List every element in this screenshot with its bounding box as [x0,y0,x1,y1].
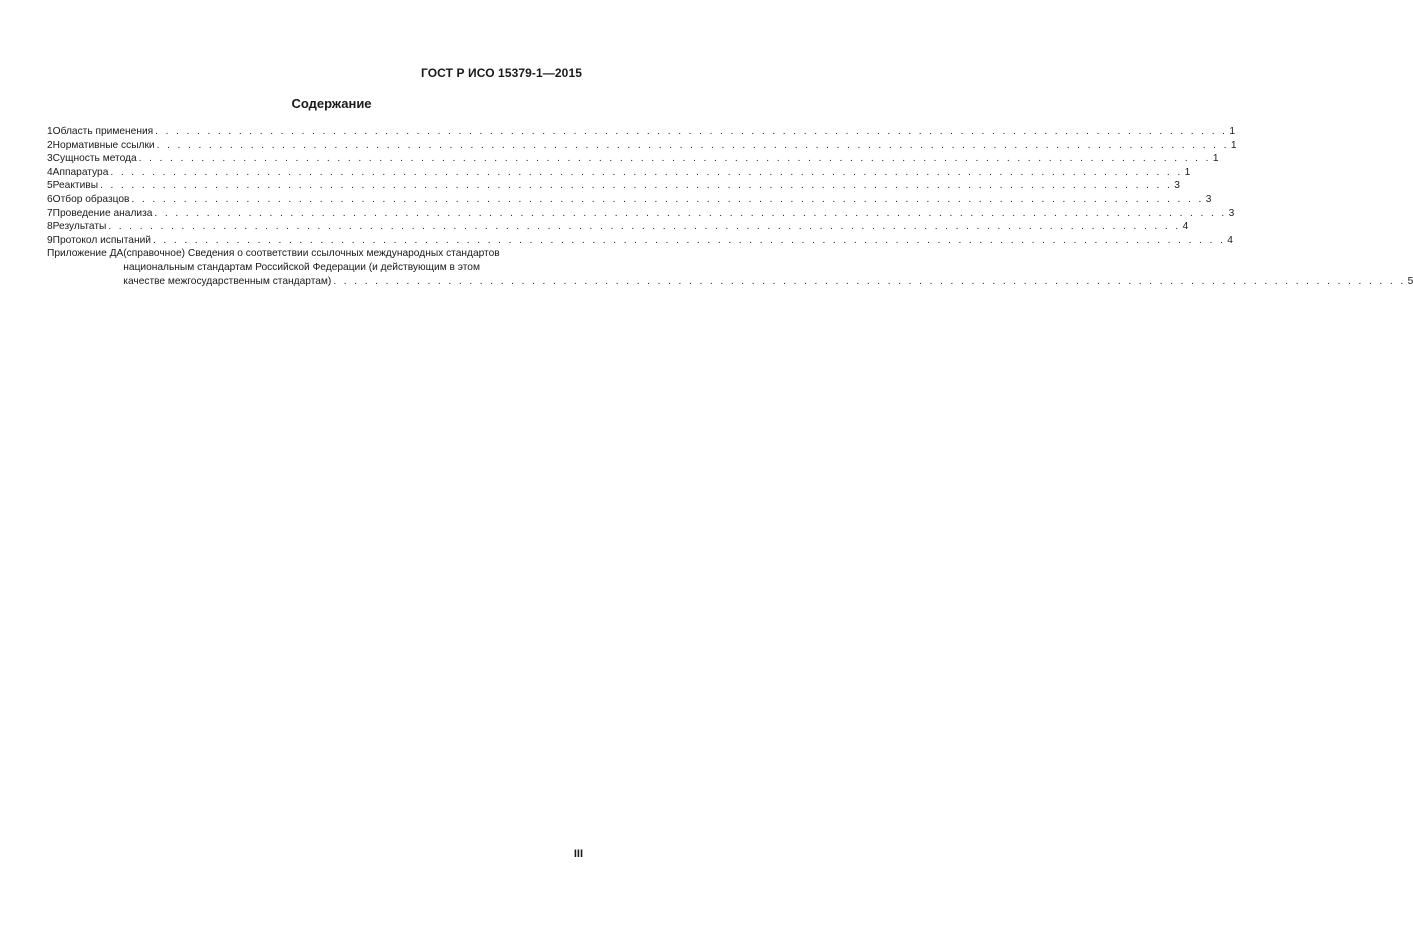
toc-entry-number: 6 [47,193,53,205]
toc-entry-number: 8 [47,221,53,233]
toc-leader-dots [153,234,1225,248]
toc-leader-dots [154,207,1226,221]
toc-entry-label: Нормативные ссылки [52,139,155,151]
toc-entry-page: 3 [1228,207,1235,219]
document-code: ГОСТ Р ИСО 15379-1—2015 [420,66,582,80]
toc-entry-2[interactable] [47,139,1237,153]
toc-entry-9[interactable] [47,234,1233,248]
toc-leader-dots [333,275,1405,289]
toc-entry-label: Реактивы [52,180,99,192]
table-of-contents [47,125,1413,288]
toc-entry-page: 4 [1227,234,1233,246]
toc-entry-number: 5 [47,180,53,192]
toc-leader-dots [139,152,1211,166]
toc-entry-4[interactable] [47,166,1191,180]
toc-leader-dots [110,166,1182,180]
appendix-line-1: (справочное) Сведения о соответствии ссылочных международных стандартов [123,248,500,260]
toc-entry-number: 4 [47,166,53,178]
toc-entry-page: 3 [1205,193,1212,205]
toc-leader-dots [100,179,1172,193]
toc-entry-number: 3 [47,153,53,165]
toc-entry-5[interactable] [47,179,1180,193]
page-number: III [573,848,583,860]
toc-entry-number: 7 [47,207,53,219]
toc-leader-dots [108,220,1180,234]
toc-entry-page: 1 [1212,153,1219,165]
toc-leader-dots [155,125,1227,139]
toc-entry-6[interactable] [47,193,1212,207]
toc-entry-page: 1 [1229,126,1236,137]
toc-entry-number: 1 [47,126,53,137]
toc-entry-page: 5 [1407,275,1413,287]
toc-entry-8[interactable] [47,220,1189,234]
appendix-body [123,247,1413,288]
toc-entry-label: Аппаратура [52,166,109,178]
toc-entry-label: Результаты [52,221,107,233]
toc-entry-page: 1 [1230,139,1237,151]
toc-entry-label: Сущность метода [52,153,137,165]
appendix-line-3: качестве межгосударственным стандартам) [123,275,332,287]
toc-entry-1[interactable] [47,125,1236,139]
toc-entry-label: Отбор образцов [52,193,130,205]
toc-entry-label: Протокол испытаний [52,234,151,246]
appendix-line-2: национальным стандартам Российской Федерации (и действующим в этом [123,261,480,273]
toc-entry-page: 3 [1174,180,1180,192]
toc-entry-appendix[interactable] [47,247,1413,288]
toc-entry-7[interactable] [47,207,1235,221]
toc-entry-label: Проведение анализа [52,207,153,219]
toc-entry-page: 4 [1182,221,1189,233]
toc-entry-number: 2 [47,139,53,151]
toc-leader-dots [157,139,1229,153]
toc-entry-page: 1 [1184,166,1191,178]
toc-entry-3[interactable] [47,152,1219,166]
toc-entry-label: Область применения [52,126,154,137]
toc-title: Содержание [291,96,372,111]
toc-entry-number: 9 [47,234,53,246]
appendix-prefix: Приложение ДА [47,248,124,260]
toc-leader-dots [131,193,1203,207]
appendix-line-3-row [123,275,1413,289]
